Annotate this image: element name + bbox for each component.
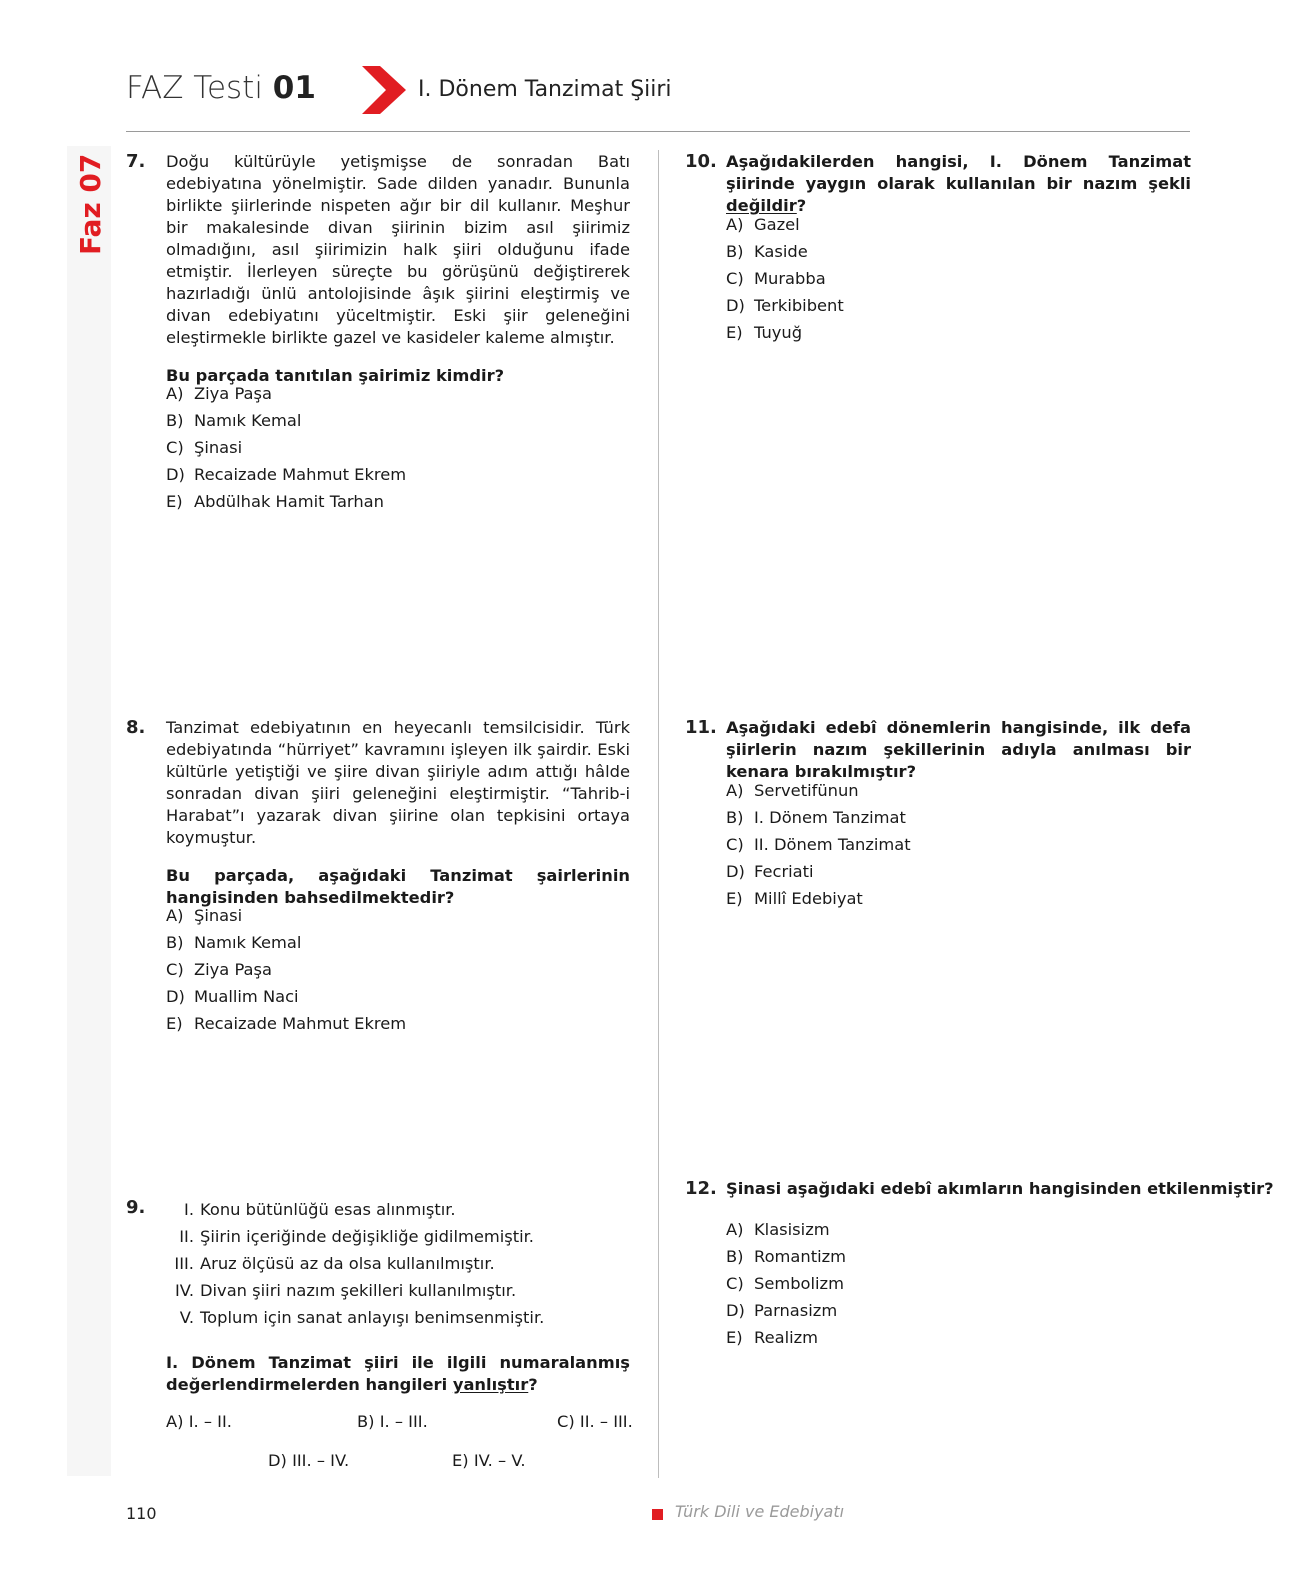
side-strip xyxy=(67,146,111,1476)
question-8-option-e[interactable]: E) Recaizade Mahmut Ekrem xyxy=(166,1014,407,1033)
page-title xyxy=(126,70,316,106)
question-8 xyxy=(166,717,630,909)
chevron-right-icon xyxy=(362,66,408,114)
question-8-option-a[interactable]: A) Şinasi xyxy=(166,906,243,925)
header-divider xyxy=(126,131,1190,132)
question-9-statement-3: III. Aruz ölçüsü az da olsa kullanılmıştır. xyxy=(174,1254,495,1273)
side-label xyxy=(72,150,108,260)
question-7 xyxy=(166,151,630,387)
question-8-option-b[interactable]: B) Namık Kemal xyxy=(166,933,302,952)
question-12-stem: Şinasi aşağıdaki edebî akımların hangisinden etkilenmiştir? xyxy=(726,1179,1274,1198)
question-9-statement-5: V. Toplum için sanat anlayışı benimsenmiştir. xyxy=(179,1308,545,1327)
question-number-9: 9. xyxy=(126,1197,146,1218)
question-7-option-e[interactable]: E) Abdülhak Hamit Tarhan xyxy=(166,492,384,511)
question-9-statement-2: II. Şiirin içeriğinde değişikliğe gidilmemiştir. xyxy=(179,1227,534,1246)
question-7-stem: Bu parçada tanıtılan şairimiz kimdir? xyxy=(166,366,505,385)
question-9-stem: I. Dönem Tanzimat şiiri ile ilgili numaralanmış değerlendirmelerden hangileri yanlıştır? xyxy=(166,1353,630,1394)
question-9-option-d[interactable]: D) III. – IV. xyxy=(268,1451,350,1470)
question-9-option-e[interactable]: E) IV. – V. xyxy=(452,1451,526,1470)
question-10-stem: Aşağıdakilerden hangisi, I. Dönem Tanzimat şiirinde yaygın olarak kullanılan bir nazım şekli değildir? xyxy=(726,152,1191,215)
column-divider xyxy=(658,150,659,1478)
question-8-option-c[interactable]: C) Ziya Paşa xyxy=(166,960,272,979)
question-11-option-a[interactable]: A) Servetifünun xyxy=(726,781,859,800)
page-subtitle: I. Dönem Tanzimat Şiiri xyxy=(418,77,672,102)
question-number-12: 12. xyxy=(685,1178,717,1199)
question-11-option-c[interactable]: C) II. Dönem Tanzimat xyxy=(726,835,911,854)
question-9-statement-4: IV. Divan şiiri nazım şekilleri kullanılmıştır. xyxy=(174,1281,517,1300)
question-10-option-b[interactable]: B) Kaside xyxy=(726,242,808,261)
question-9-statement-1: I. Konu bütünlüğü esas alınmıştır. xyxy=(184,1200,456,1219)
question-12-option-c[interactable]: C) Sembolizm xyxy=(726,1274,844,1293)
question-12-option-d[interactable]: D) Parnasizm xyxy=(726,1301,838,1320)
question-7-passage: Doğu kültürüyle yetişmişse de sonradan Batı edebiyatına yönelmiştir. Sade dilden yanadır. Bununla birlikte şiirlerinde nispeten ağır bir dil kullanır. Meşhur bir makalesinde divan şiirinin bizim asıl şiirimiz olmadığını, asıl şiirimizin halk şiiri olduğunu ifade etmiştir. İlerleyen süreçte bu görüşünü değiştirerek hazırladığı ünlü antolojisinde âşık şiirini eleştirmiş ve divan edebiyatını yüceltmiştir. Eski şiir geleneğini eleştirmekle birlikte gazel ve kasideler kaleme almıştır. xyxy=(166,152,630,347)
question-7-option-c[interactable]: C) Şinasi xyxy=(166,438,243,457)
test-number: 01 xyxy=(272,70,316,106)
book-title: Türk Dili ve Edebiyatı xyxy=(675,1502,845,1521)
question-10-option-c[interactable]: C) Murabba xyxy=(726,269,826,288)
question-8-stem: Bu parçada, aşağıdaki Tanzimat şairlerinin hangisinden bahsedilmektedir? xyxy=(166,866,630,907)
footer-square-icon xyxy=(652,1509,663,1520)
question-8-option-d[interactable]: D) Muallim Naci xyxy=(166,987,299,1006)
question-12-option-b[interactable]: B) Romantizm xyxy=(726,1247,847,1266)
page-number: 110 xyxy=(126,1504,157,1523)
question-11-option-b[interactable]: B) I. Dönem Tanzimat xyxy=(726,808,906,827)
test-prefix: FAZ Testi xyxy=(126,70,273,106)
question-number-10: 10. xyxy=(685,151,717,172)
question-9-option-a[interactable]: A) I. – II. xyxy=(166,1412,232,1431)
question-7-option-d[interactable]: D) Recaizade Mahmut Ekrem xyxy=(166,465,407,484)
question-9-option-c[interactable]: C) II. – III. xyxy=(557,1412,633,1431)
side-label-text: Faz 07 xyxy=(74,153,107,255)
question-10-option-d[interactable]: D) Terkibibent xyxy=(726,296,844,315)
question-number-11: 11. xyxy=(685,717,717,738)
question-10-option-a[interactable]: A) Gazel xyxy=(726,215,800,234)
question-number-8: 8. xyxy=(126,717,146,738)
question-7-option-a[interactable]: A) Ziya Paşa xyxy=(166,384,272,403)
question-9-option-b[interactable]: B) I. – III. xyxy=(357,1412,428,1431)
question-11-option-e[interactable]: E) Millî Edebiyat xyxy=(726,889,863,908)
question-7-option-b[interactable]: B) Namık Kemal xyxy=(166,411,302,430)
question-10-option-e[interactable]: E) Tuyuğ xyxy=(726,323,803,342)
question-12-option-a[interactable]: A) Klasisizm xyxy=(726,1220,830,1239)
question-8-passage: Tanzimat edebiyatının en heyecanlı temsilcisidir. Türk edebiyatında “hürriyet” kavramını işleyen ilk şairdir. Eski kültürle yetiştiği ve şiire divan şiiriyle adım attığı hâlde sonradan divan şiiri geleneğini eleştirmiştir. “Tahrib-i Harabat”ı yazarak divan şiirine olan tepkisini ortaya koymuştur. xyxy=(166,718,630,847)
question-11-option-d[interactable]: D) Fecriati xyxy=(726,862,814,881)
question-number-7: 7. xyxy=(126,151,146,172)
question-12-option-e[interactable]: E) Realizm xyxy=(726,1328,819,1347)
question-11-stem: Aşağıdaki edebî dönemlerin hangisinde, ilk defa şiirlerin nazım şekillerinin adıyla anılması bir kenara bırakılmıştır? xyxy=(726,718,1191,781)
